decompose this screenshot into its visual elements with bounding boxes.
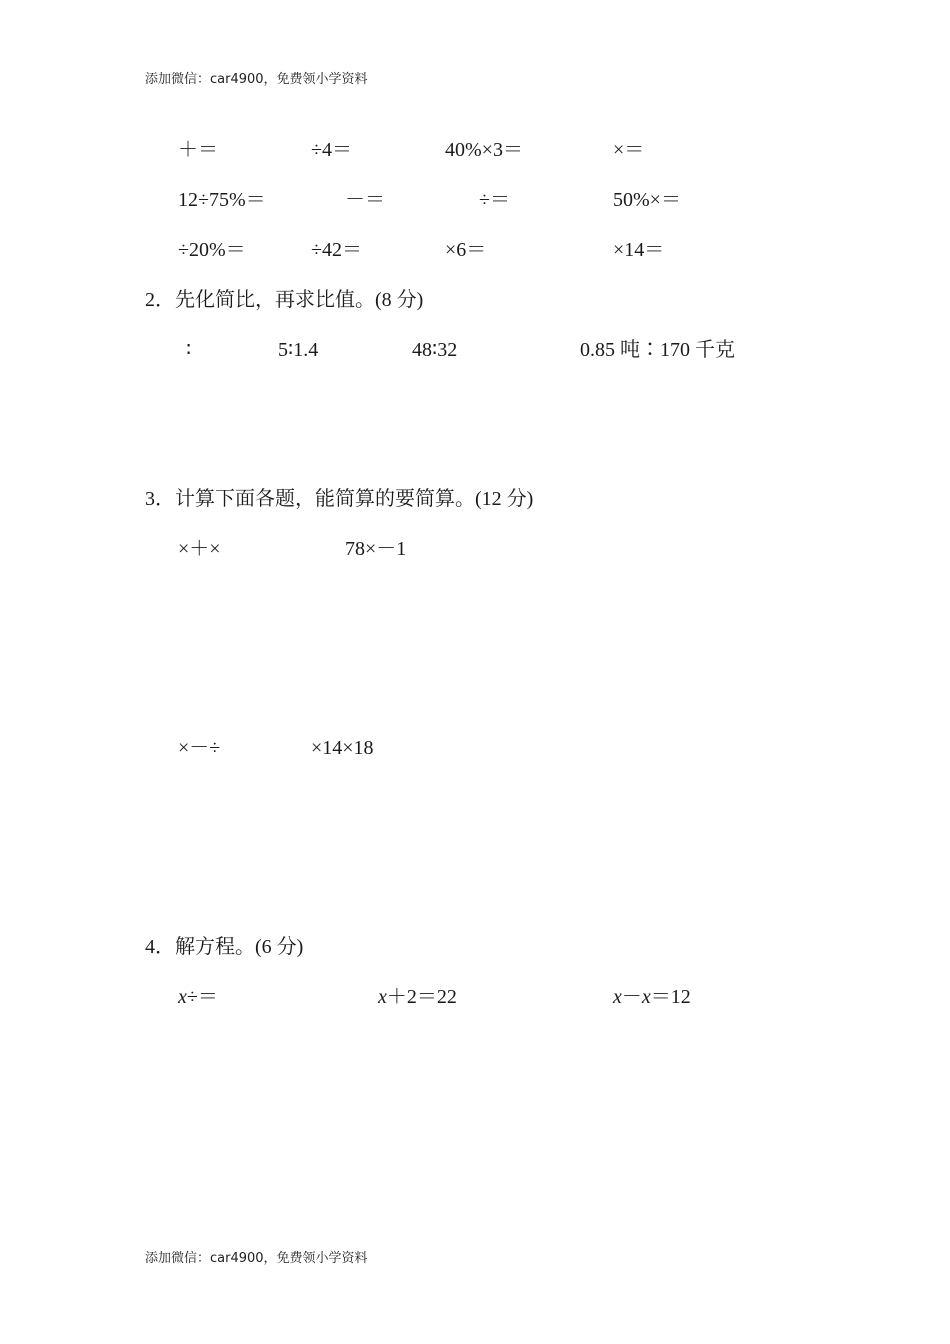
oral-calc-item: ×14＝	[613, 239, 665, 261]
oral-calc-item: ×6＝	[445, 239, 487, 261]
oral-calc-item: 50%×＝	[613, 189, 681, 211]
calc-item: ×－÷	[178, 737, 221, 759]
oral-calc-item: ×＝	[613, 139, 645, 161]
equation-rest: ＋2＝22	[386, 986, 457, 1008]
calc-item: ×14×18	[311, 737, 374, 759]
oral-calc-item: ＋＝	[178, 139, 218, 161]
oral-calc-item: ÷4＝	[311, 139, 352, 161]
equation-rest: ＝12	[650, 986, 691, 1008]
calc-item: 78×－1	[345, 538, 407, 560]
oral-calc-item: 40%×3＝	[445, 139, 523, 161]
equation-item	[613, 987, 691, 1007]
page-header-watermark: 添加微信：car4900，免费领小学资料	[145, 72, 368, 87]
ratio-item: 5∶1.4	[278, 339, 319, 361]
oral-calc-item: ÷＝	[479, 189, 510, 211]
equation-rest: ÷＝	[186, 986, 218, 1008]
oral-calc-item: ÷20%＝	[178, 239, 246, 261]
equation-item	[378, 987, 457, 1007]
ratio-item: 0.85 吨∶170 千克	[580, 339, 735, 361]
equation-variable: x	[378, 986, 387, 1008]
page-footer-watermark: 添加微信：car4900，免费领小学资料	[145, 1251, 368, 1266]
oral-calc-item: －＝	[345, 189, 385, 211]
question-3-title: 3．计算下面各题，能简算的要简算。(12 分)	[145, 488, 534, 510]
equation-operator: －	[621, 986, 642, 1008]
question-4-title: 4．解方程。(6 分)	[145, 936, 304, 958]
ratio-item: ∶	[186, 339, 192, 361]
equation-variable: x	[641, 986, 651, 1008]
equation-variable: x	[613, 986, 622, 1008]
equation-variable: x	[178, 986, 187, 1008]
oral-calc-item: ÷42＝	[311, 239, 362, 261]
equation-item	[178, 987, 218, 1007]
ratio-item: 48∶32	[412, 339, 458, 361]
oral-calc-item: 12÷75%＝	[178, 189, 266, 211]
calc-item: ×＋×	[178, 538, 221, 560]
question-2-title: 2．先化简比，再求比值。(8 分)	[145, 289, 424, 311]
